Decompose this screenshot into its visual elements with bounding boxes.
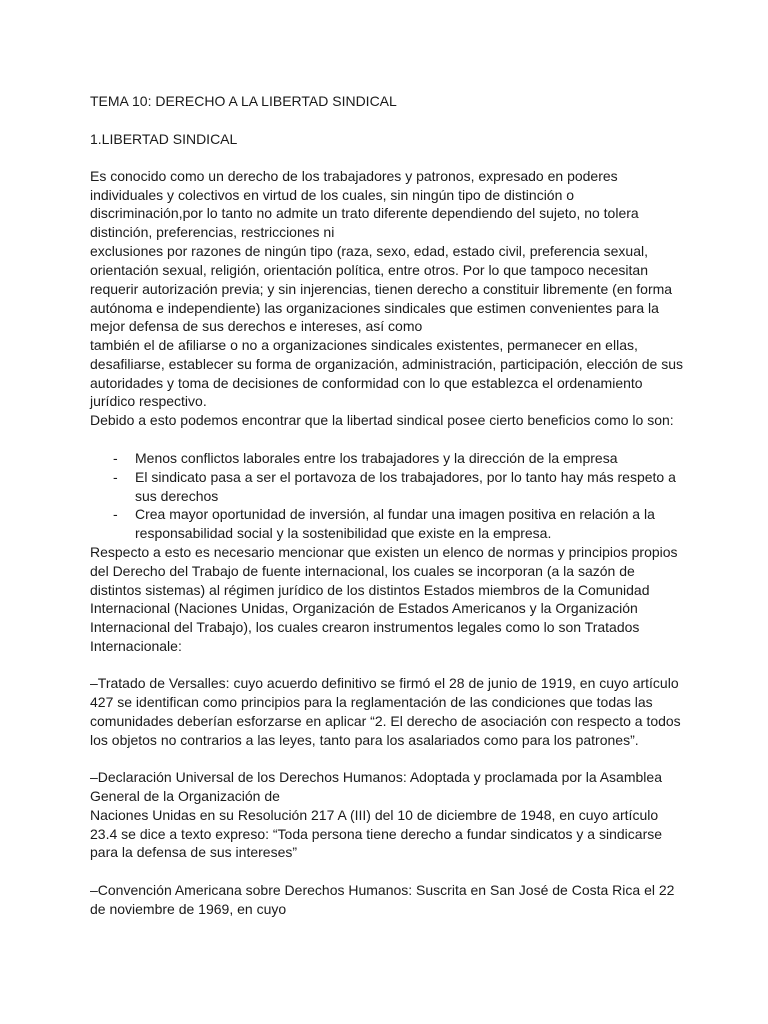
section-heading: 1.LIBERTAD SINDICAL <box>90 131 238 147</box>
paragraph-1-line: jurídico respectivo. <box>90 393 207 409</box>
paragraph-2-line: Respecto a esto es necesario mencionar que existen un elenco de normas y principios propios <box>90 544 678 560</box>
paragraph-1-line: autónoma e independiente) las organizaciones sindicales que estimen convenientes para la <box>90 300 659 316</box>
paragraph-1-line: exclusiones por razones de ningún tipo (raza, sexo, edad, estado civil, preferencia sexual, <box>90 243 648 259</box>
paragraph-1-line: requerir autorización previa; y sin injerencias, tienen derecho a constituir libremente (en forma <box>90 281 673 297</box>
paragraph-2-line: Internacional (Naciones Unidas, Organización de Estados Americanos y la Organización <box>90 600 638 616</box>
paragraph-1-line: desafiliarse, establecer su forma de organización, administración, participación, elección de sus <box>90 356 683 372</box>
paragraph-1-line: también el de afiliarse o no a organizaciones sindicales existentes, permanecer en ellas, <box>90 337 638 353</box>
paragraph-5-line: de noviembre de 1969, en cuyo <box>90 901 287 917</box>
paragraph-1-line: mejor defensa de sus derechos e intereses, así como <box>90 318 423 334</box>
bullet-item-text: Crea mayor oportunidad de inversión, al fundar una imagen positiva en relación a la <box>135 506 655 522</box>
paragraph-4-line: General de la Organización de <box>90 788 280 804</box>
bullet-item-text: sus derechos <box>135 488 219 504</box>
paragraph-4-line: para la defensa de sus intereses” <box>90 844 298 860</box>
paragraph-1-line: autoridades y toma de decisiones de conformidad con lo que establezca el ordenamiento <box>90 375 643 391</box>
paragraph-1-line: Debido a esto podemos encontrar que la libertad sindical posee cierto beneficios como lo son: <box>90 412 674 428</box>
paragraph-1-line: individuales y colectivos en virtud de los cuales, sin ningún tipo de distinción o <box>90 187 575 203</box>
paragraph-3-line: 427 se identifican como principios para la reglamentación de las condiciones que todas las <box>90 694 653 710</box>
paragraph-2-line: distintos sistemas) al régimen jurídico de los distintos Estados miembros de la Comunidad <box>90 582 650 598</box>
bullet-item-text: responsabilidad social y la sostenibilidad que existe en la empresa. <box>135 525 552 541</box>
paragraph-1-line: distinción, preferencias, restricciones ni <box>90 224 335 240</box>
paragraph-3-line: –Tratado de Versalles: cuyo acuerdo definitivo se firmó el 28 de junio de 1919, en cuyo artículo <box>90 675 679 691</box>
bullet-marker: - <box>113 450 118 466</box>
paragraph-3-line: los objetos no contrarios a las leyes, tanto para los asalariados como para los patrones”. <box>90 732 639 748</box>
paragraph-1-line: Es conocido como un derecho de los trabajadores y patronos, expresado en poderes <box>90 168 618 184</box>
paragraph-2-line: Internacional del Trabajo), los cuales crearon instrumentos legales como lo son Tratados <box>90 619 640 635</box>
document-title: TEMA 10: DERECHO A LA LIBERTAD SINDICAL <box>90 93 397 109</box>
paragraph-2-line: del Derecho del Trabajo de fuente internacional, los cuales se incorporan (a la sazón de <box>90 563 635 579</box>
paragraph-3-line: comunidades deberían esforzarse en aplicar “2. El derecho de asociación con respecto a todos <box>90 713 681 729</box>
bullet-item-text: Menos conflictos laborales entre los trabajadores y la dirección de la empresa <box>135 450 618 466</box>
bullet-marker: - <box>113 506 118 522</box>
paragraph-5-line: –Convención Americana sobre Derechos Humanos: Suscrita en San José de Costa Rica el 22 <box>90 882 675 898</box>
paragraph-4-line: 23.4 se dice a texto expreso: “Toda persona tiene derecho a fundar sindicatos y a sindicarse <box>90 826 663 842</box>
paragraph-4-line: –Declaración Universal de los Derechos Humanos: Adoptada y proclamada por la Asamblea <box>90 769 662 785</box>
paragraph-4-line: Naciones Unidas en su Resolución 217 A (III) del 10 de diciembre de 1948, en cuyo artículo <box>90 807 659 823</box>
bullet-item-text: El sindicato pasa a ser el portavoza de los trabajadores, por lo tanto hay más respeto a <box>135 469 676 485</box>
paragraph-1-line: discriminación,por lo tanto no admite un trato diferente dependiendo del sujeto, no tolera <box>90 205 639 221</box>
paragraph-1-line: orientación sexual, religión, orientación política, entre otros. Por lo que tampoco necesitan <box>90 262 648 278</box>
bullet-marker: - <box>113 469 118 485</box>
paragraph-2-line: Internacionale: <box>90 638 182 654</box>
